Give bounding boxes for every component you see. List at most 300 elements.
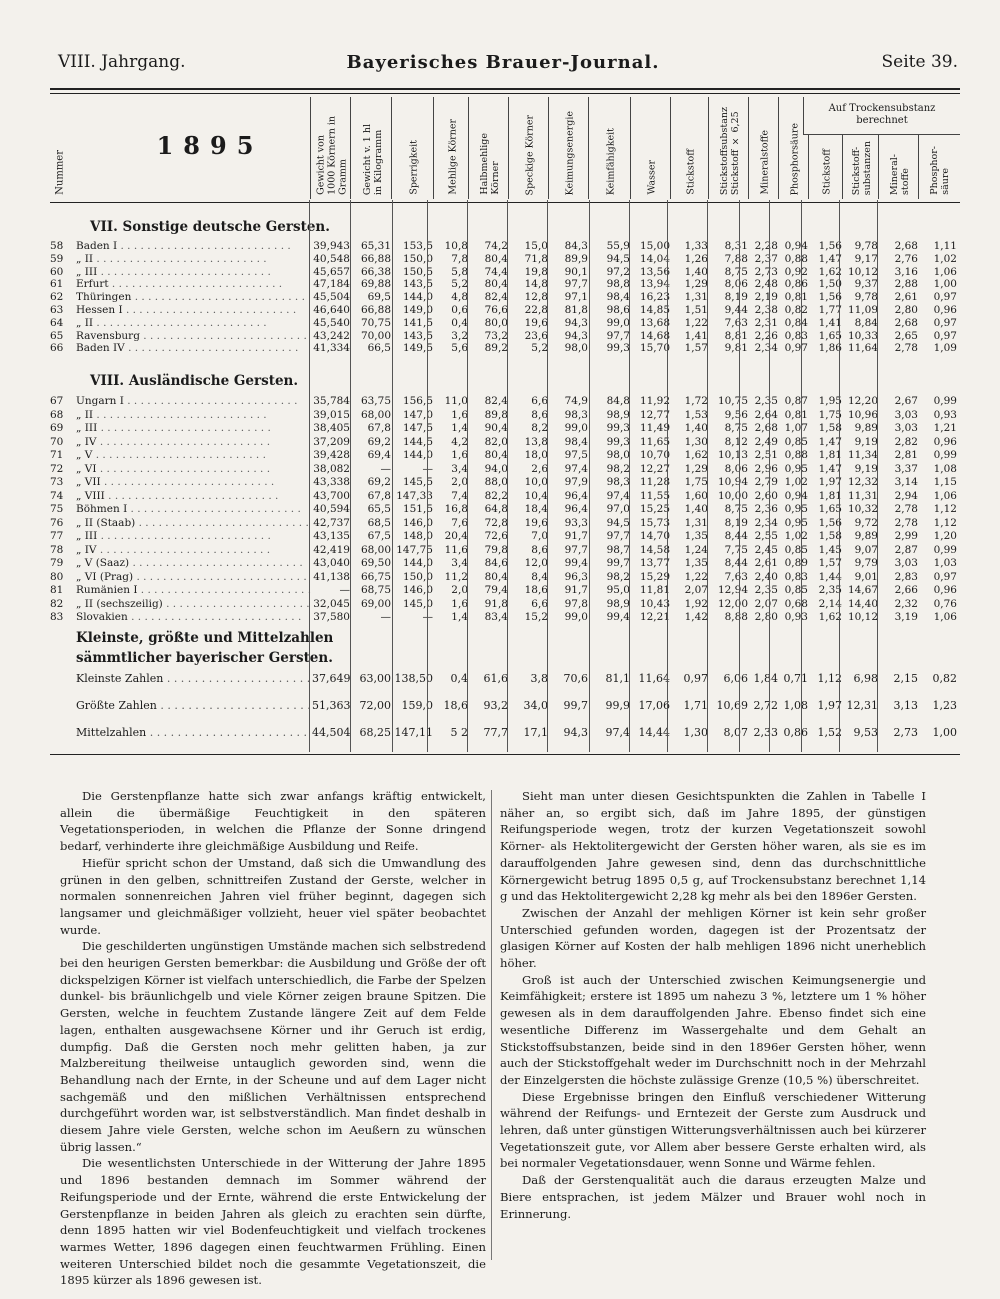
cell-value: 2,26	[754, 329, 778, 342]
cell-value: 95,0	[606, 584, 630, 596]
cell-value: 10,33	[847, 329, 878, 342]
cell-value: 99,3	[606, 435, 630, 448]
cell-value: 98,6	[606, 304, 630, 316]
cell-value: 8,6	[531, 408, 548, 421]
table-row	[50, 240, 960, 252]
cell-value: 1,12	[817, 672, 842, 685]
cell-value: 2,94	[894, 489, 918, 502]
paragraph: Groß ist auch der Unterschied zwischen Keimungsenergie und Keimfähigkeit; erstere ist 1895 um nahezu 3 %, letztere um 1 % höher gewesen als in dem darauffolgenden Jahre. Ebenso findet sich eine wesentliche Differenz im Wassergehalte und dem Gehalt an Stickstoffsubstanzen, beide sind in den 1896er Gersten höher, wenn auch der Stickstoffgehalt weder im Durchschnitt noch in der Mehrzahl der Einzelgersten die höchste zulässige Grenze (10,5 %) überschreitet.	[500, 972, 926, 1087]
cell-value: 79,4	[484, 584, 508, 596]
cell-value: 15,73	[639, 516, 670, 529]
cell-value: 66,5	[367, 342, 391, 355]
cell-value: 97,7	[606, 530, 630, 542]
cell-value: 42,419	[313, 543, 350, 556]
table-bottom-rule	[50, 754, 960, 755]
table-row	[50, 449, 960, 461]
cell-value: 1,40	[684, 503, 708, 515]
header-rule	[50, 88, 960, 90]
cell-value: 10,32	[847, 503, 878, 515]
cell-value: 2,99	[894, 530, 918, 542]
cell-value: 9,37	[854, 278, 878, 291]
row-label: Rumänien I . . .	[76, 584, 311, 596]
cell-value: 74,2	[484, 240, 508, 252]
cell-value: 12,0	[524, 557, 548, 569]
cell-value: 94,3	[563, 726, 588, 739]
cell-value: 98,4	[564, 435, 588, 448]
cell-value: 1,20	[933, 530, 957, 542]
cell-value: 40,594	[313, 503, 350, 515]
cell-value: 97,1	[564, 291, 588, 304]
cell-value: 14,40	[847, 597, 878, 610]
summary-title-1: Kleinste, größte und Mittelzahlen	[76, 630, 334, 646]
column-line	[309, 200, 310, 752]
cell-value: 2,07	[754, 597, 778, 610]
cell-value: 4,8	[451, 291, 468, 304]
cell-value: 64,8	[484, 503, 508, 515]
table-row	[50, 342, 960, 354]
cell-value: 68,00	[360, 543, 391, 556]
table-row	[50, 317, 960, 329]
cell-value: 150,5	[402, 265, 433, 278]
cell-value: 11,28	[639, 476, 670, 488]
row-number: 78	[50, 543, 64, 556]
col-head: Phosphorsäure	[778, 97, 811, 199]
cell-value: 9,79	[854, 557, 878, 569]
cell-value: 1,41	[684, 329, 708, 342]
row-number: 82	[50, 597, 64, 610]
cell-value: 1,86	[818, 342, 842, 355]
column-line	[467, 200, 468, 752]
cell-value: 3,16	[894, 265, 918, 278]
cell-value: 1,6	[451, 408, 468, 421]
row-label: Baden I . . .	[76, 240, 311, 252]
cell-value: 0,96	[933, 304, 957, 316]
cell-value: 17,1	[523, 726, 548, 739]
cell-value: 2,14	[818, 597, 842, 610]
cell-value: 46,640	[313, 304, 350, 316]
cell-value: 91,7	[564, 530, 588, 542]
cell-value: 37,649	[312, 672, 351, 685]
cell-value: 0,94	[784, 489, 808, 502]
cell-value: 18,6	[524, 584, 548, 596]
cell-value: 2,40	[754, 570, 778, 583]
cell-value: 63,00	[359, 672, 391, 685]
cell-value: 1,22	[684, 316, 708, 329]
cell-value: 147,5	[402, 422, 433, 434]
cell-value: 7,6	[451, 516, 468, 529]
cell-value: 0,85	[784, 543, 808, 556]
table-row	[50, 436, 960, 448]
cell-value: 1,6	[451, 597, 468, 610]
cell-value: 47,184	[313, 278, 350, 291]
cell-value: 0,92	[784, 265, 808, 278]
row-label: „ VII . . .	[76, 476, 311, 488]
cell-value: 3,4	[451, 557, 468, 569]
cell-value: 5,2	[531, 342, 548, 355]
cell-value: 7,0	[531, 530, 548, 542]
cell-value: 1,29	[684, 462, 708, 475]
table-row	[50, 673, 960, 685]
row-label: „ III . . .	[76, 266, 311, 278]
cell-value: 9,81	[724, 342, 748, 355]
cell-value: 10,00	[717, 489, 748, 502]
cell-value: 11,09	[847, 304, 878, 316]
cell-value: 43,338	[313, 476, 350, 488]
cell-value: 2,34	[754, 516, 778, 529]
cell-value: —	[380, 611, 391, 623]
row-label: „ II (sechszeilig) . . .	[76, 598, 311, 610]
cell-value: 14,85	[639, 304, 670, 316]
row-number: 67	[50, 395, 64, 407]
cell-value: 2,6	[531, 462, 548, 475]
cell-value: 97,7	[606, 329, 630, 342]
table-row	[50, 557, 960, 569]
cell-value: 72,6	[484, 530, 508, 542]
cell-value: 68,00	[360, 408, 391, 421]
col-head: Keimungsenergie	[548, 97, 591, 199]
cell-value: 1,6	[451, 449, 468, 461]
cell-value: 99,4	[564, 557, 588, 569]
cell-value: 0,97	[784, 342, 808, 355]
cell-value: 39,428	[313, 449, 350, 461]
cell-value: 43,242	[313, 329, 350, 342]
cell-value: 82,4	[484, 291, 508, 304]
col-head: Mehlige Körner	[433, 97, 471, 199]
cell-value: 0,95	[784, 516, 808, 529]
cell-value: 17,06	[638, 699, 670, 712]
cell-value: 1,24	[684, 543, 708, 556]
row-number: 60	[50, 265, 64, 278]
cell-value: 9,72	[854, 516, 878, 529]
cell-value: 11,49	[639, 422, 670, 434]
cell-value: 0,93	[784, 611, 808, 623]
cell-value: 10,13	[717, 449, 748, 461]
cell-value: 20,4	[444, 530, 468, 542]
paragraph: Zwischen der Anzahl der mehligen Körner ist kein sehr großer Unterschied gefunden worden, dagegen ist der Prozentsatz der glasigen Körner auf Kosten der halb mehligen 1896 nicht unerheblich höher.	[500, 905, 926, 971]
cell-value: 0,81	[784, 408, 808, 421]
cell-value: 144,0	[402, 291, 433, 304]
cell-value: 97,2	[606, 265, 630, 278]
cell-value: 97,7	[564, 543, 588, 556]
col-head: Speckige Körner	[508, 97, 551, 199]
cell-value: 8,75	[724, 265, 748, 278]
cell-value: 80,4	[484, 570, 508, 583]
table-row	[50, 395, 960, 407]
cell-value: 98,9	[606, 597, 630, 610]
cell-value: 0,88	[784, 449, 808, 461]
cell-value: 72,8	[484, 516, 508, 529]
cell-value: 37,580	[313, 611, 350, 623]
cell-value: 96,4	[564, 489, 588, 502]
cell-value: 1,4	[451, 422, 468, 434]
group-col-head: Stickstoff- substanzen	[842, 135, 881, 199]
cell-value: 43,135	[313, 530, 350, 542]
col-head: Keimfähigkeit	[588, 97, 633, 199]
cell-value: 0,85	[784, 584, 808, 596]
cell-value: 8,81	[724, 329, 748, 342]
table-row	[50, 611, 960, 623]
column-line	[667, 200, 668, 752]
cell-value: 2,78	[894, 516, 918, 529]
cell-value: 149,5	[402, 342, 433, 355]
row-number: 71	[50, 449, 64, 461]
cell-value: 0,81	[784, 291, 808, 304]
text-column-left	[60, 788, 486, 1289]
cell-value: 145,0	[402, 597, 433, 610]
cell-value: 11,0	[444, 395, 468, 407]
cell-value: 5,8	[451, 265, 468, 278]
cell-value: 91,7	[564, 584, 588, 596]
cell-value: 69,50	[360, 557, 391, 569]
cell-value: 148,0	[402, 530, 433, 542]
cell-value: 1,81	[818, 449, 842, 461]
cell-value: 1,4	[451, 611, 468, 623]
cell-value: 14,44	[638, 726, 670, 739]
cell-value: 0,97	[933, 329, 957, 342]
cell-value: 5,6	[451, 342, 468, 355]
row-label: „ V . . .	[76, 449, 311, 461]
cell-value: 7,63	[724, 570, 748, 583]
cell-value: 97,7	[564, 278, 588, 291]
cell-value: 68,5	[367, 516, 391, 529]
cell-value: 8,2	[531, 422, 548, 434]
table-row	[50, 253, 960, 265]
cell-value: 1,52	[817, 726, 842, 739]
row-number: 58	[50, 240, 64, 252]
cell-value: 8,07	[723, 726, 748, 739]
cell-value: 3,19	[894, 611, 918, 623]
cell-value: 1,00	[932, 726, 957, 739]
cell-value: 67,5	[367, 530, 391, 542]
cell-value: 99,7	[606, 557, 630, 569]
cell-value: 8,19	[724, 291, 748, 304]
row-number: 68	[50, 408, 64, 421]
cell-value: 2,36	[754, 503, 778, 515]
cell-value: 1,09	[933, 342, 957, 355]
cell-value: 12,21	[639, 611, 670, 623]
cell-value: 11,6	[444, 543, 468, 556]
cell-value: 10,12	[847, 265, 878, 278]
cell-value: 63,75	[360, 395, 391, 407]
cell-value: 0,99	[933, 449, 957, 461]
cell-value: 150,0	[402, 252, 433, 265]
cell-value: 0,84	[784, 316, 808, 329]
row-number: 69	[50, 422, 64, 434]
cell-value: 149,0	[402, 304, 433, 316]
cell-value: 82,2	[484, 489, 508, 502]
cell-value: 74,9	[564, 395, 588, 407]
cell-value: 2,49	[754, 435, 778, 448]
cell-value: 0,82	[932, 672, 957, 685]
cell-value: 0,82	[784, 304, 808, 316]
cell-value: 38,082	[313, 462, 350, 475]
row-label: Thüringen . . .	[76, 291, 311, 303]
cell-value: 41,334	[313, 342, 350, 355]
cell-value: —	[339, 584, 350, 596]
cell-value: 1,81	[818, 489, 842, 502]
cell-value: 2,33	[753, 726, 778, 739]
cell-value: 97,8	[564, 597, 588, 610]
cell-value: 69,2	[367, 476, 391, 488]
cell-value: 98,4	[606, 291, 630, 304]
cell-value: 153,5	[402, 240, 433, 252]
cell-value: 1,35	[684, 557, 708, 569]
cell-value: 6,06	[723, 672, 748, 685]
row-label: „ II . . .	[76, 409, 311, 421]
cell-value: 1,56	[818, 516, 842, 529]
table-row	[50, 517, 960, 529]
paragraph: Sieht man unter diesen Gesichtspunkten die Zahlen in Tabelle I näher an, so ergibt sich, daß im Jahre 1895, der günstigen Reifungsperiode wegen, trotz der kurzen Vegetationszeit sowohl Körner- als Hektolitergewicht der Gersten höher waren, als sie es im darauffolgenden Jahre gewesen sind, denn das durchschnittliche Körnergewicht betrug 1895 0,5 g, auf Trockensubstanz berechnet 1,14 g und das Hektolitergewicht 2,28 kg mehr als bei den 1896er Gersten.	[500, 789, 926, 904]
cell-value: 147,11	[394, 726, 433, 739]
cell-value: 8,4	[531, 570, 548, 583]
cell-value: 5,2	[451, 278, 468, 291]
group-col-head: Phosphor- säure	[918, 135, 960, 199]
cell-value: 97,5	[564, 449, 588, 461]
cell-value: 2,65	[894, 329, 918, 342]
cell-value: 1,30	[683, 726, 708, 739]
cell-value: 2,35	[818, 584, 842, 596]
cell-value: 1,84	[753, 672, 778, 685]
cell-value: 8,75	[724, 422, 748, 434]
row-label: Ungarn I . . .	[76, 395, 311, 407]
cell-value: 13,8	[524, 435, 548, 448]
cell-value: 144,0	[402, 449, 433, 461]
cell-value: 11,65	[639, 435, 670, 448]
cell-value: 97,9	[564, 476, 588, 488]
cell-value: 0,89	[784, 557, 808, 569]
cell-value: 1,12	[933, 516, 957, 529]
cell-value: 3,2	[451, 329, 468, 342]
table-row	[50, 490, 960, 502]
cell-value: 0,86	[784, 278, 808, 291]
cell-value: 0,88	[784, 252, 808, 265]
cell-value: 18,6	[443, 699, 468, 712]
row-label: „ III . . .	[76, 530, 311, 542]
cell-value: 1,40	[684, 422, 708, 434]
cell-value: 19,8	[524, 265, 548, 278]
cell-value: 1,56	[818, 291, 842, 304]
cell-value: 2,37	[754, 252, 778, 265]
cell-value: 1,12	[933, 503, 957, 515]
cell-value: 2,07	[684, 584, 708, 596]
cell-value: 2,76	[894, 252, 918, 265]
cell-value: 15,25	[639, 503, 670, 515]
cell-value: 5 2	[450, 726, 468, 739]
cell-value: 39,015	[313, 408, 350, 421]
table-row	[50, 409, 960, 421]
text-column-right	[500, 788, 926, 1222]
cell-value: 1,53	[684, 408, 708, 421]
cell-value: 55,9	[606, 240, 630, 252]
cell-value: 1,03	[933, 557, 957, 569]
table-row	[50, 304, 960, 316]
cell-value: 2,73	[893, 726, 918, 739]
table-row	[50, 278, 960, 290]
cell-value: 0,99	[933, 543, 957, 556]
cell-value: 10,69	[716, 699, 748, 712]
cell-value: 1,29	[684, 278, 708, 291]
row-label: Baden IV . . .	[76, 342, 311, 354]
cell-value: 2,15	[893, 672, 918, 685]
cell-value: 90,4	[484, 422, 508, 434]
row-label: Kleinste Zahlen . . .	[76, 673, 311, 685]
cell-value: 2,96	[754, 462, 778, 475]
cell-value: 18,4	[524, 503, 548, 515]
cell-value: 156,5	[402, 395, 433, 407]
row-number: 64	[50, 316, 64, 329]
cell-value: 1,42	[684, 611, 708, 623]
cell-value: 8,19	[724, 516, 748, 529]
cell-value: 13,56	[639, 265, 670, 278]
paragraph: Die wesentlichsten Unterschiede in der Witterung der Jahre 1895 und 1896 bestanden demnach im Sommer während der Reifungsperiode und der Ernte, während die erste Entwickelung der Gerstenpflanze in beiden Jahren als gleich zu erachten sein dürfte, denn 1895 hatten wir viel Bodenfeuchtigkeit und vielfach trockenes warmes Wetter, 1896 dagegen einen feuchtwarmen Frühling. Einen weiteren Unterschied bildet noch die gesammte Vegetationszeit, die 1895 kürzer als 1896 gewesen ist.	[60, 1156, 486, 1288]
cell-value: 2,51	[754, 449, 778, 461]
cell-value: 70,6	[563, 672, 588, 685]
cell-value: 18,0	[524, 449, 548, 461]
cell-value: 1,62	[818, 611, 842, 623]
row-number: 80	[50, 570, 64, 583]
row-number: 59	[50, 252, 64, 265]
cell-value: 11,31	[847, 489, 878, 502]
cell-value: 81,1	[605, 672, 630, 685]
cell-value: 66,75	[360, 570, 391, 583]
cell-value: 91,8	[484, 597, 508, 610]
cell-value: 14,68	[639, 329, 670, 342]
cell-value: 0,93	[933, 408, 957, 421]
cell-value: 80,4	[484, 278, 508, 291]
cell-value: 1,23	[932, 699, 957, 712]
cell-value: 99,0	[564, 422, 588, 434]
cell-value: 99,7	[563, 699, 588, 712]
section-title-viii: VIII. Ausländische Gersten.	[90, 373, 299, 389]
cell-value: 1,58	[818, 422, 842, 434]
cell-value: 43,700	[313, 489, 350, 502]
cell-value: 72,00	[359, 699, 391, 712]
cell-value: 39,943	[313, 240, 350, 252]
cell-value: 1,62	[818, 265, 842, 278]
row-label: „ II . . .	[76, 317, 311, 329]
cell-value: 1,65	[818, 503, 842, 515]
cell-value: 147,0	[402, 408, 433, 421]
row-label: Böhmen I . . .	[76, 503, 311, 515]
cell-value: 8,75	[724, 503, 748, 515]
table-row	[50, 700, 960, 712]
column-line	[801, 200, 802, 752]
header-rule-thin	[50, 93, 960, 94]
cell-value: 1,71	[683, 699, 708, 712]
cell-value: 11,2	[444, 570, 468, 583]
cell-value: 7,63	[724, 316, 748, 329]
row-label: „ VIII . . .	[76, 490, 311, 502]
cell-value: 2,0	[451, 476, 468, 488]
cell-value: 2,35	[754, 395, 778, 407]
cell-value: 2,35	[754, 584, 778, 596]
cell-value: 2,68	[894, 240, 918, 252]
cell-value: 89,9	[564, 252, 588, 265]
cell-value: —	[422, 611, 433, 623]
cell-value: 12,31	[846, 699, 878, 712]
table-row	[50, 330, 960, 342]
cell-value: 80,4	[484, 449, 508, 461]
cell-value: 2,0	[451, 584, 468, 596]
cell-value: 10,8	[444, 240, 468, 252]
cell-value: 11,92	[639, 395, 670, 407]
cell-value: 96,3	[564, 570, 588, 583]
cell-value: 45,504	[313, 291, 350, 304]
cell-value: 10,0	[524, 476, 548, 488]
cell-value: 144,5	[402, 435, 433, 448]
cell-value: 15,2	[524, 611, 548, 623]
cell-value: 9,78	[854, 240, 878, 252]
